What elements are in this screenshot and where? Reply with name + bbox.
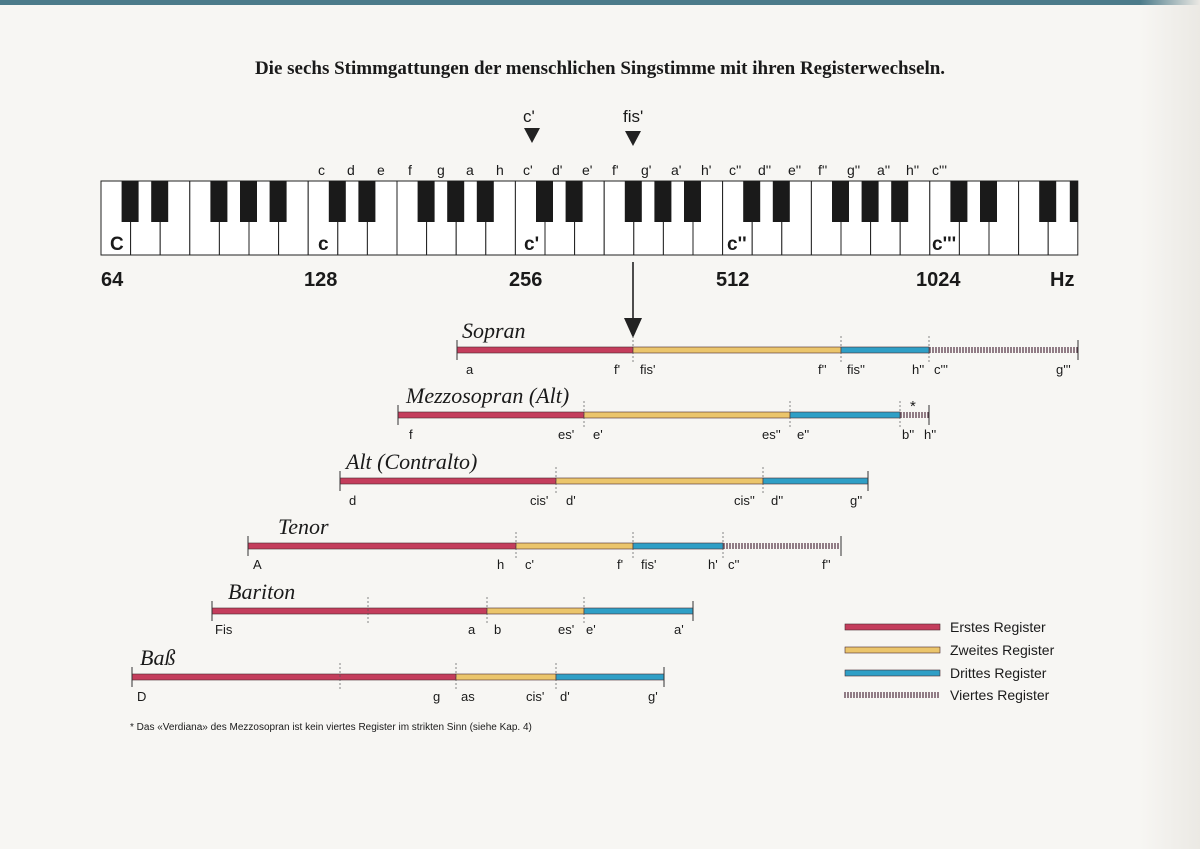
note-label: a <box>466 362 474 377</box>
register-segment-drittes <box>633 543 723 549</box>
black-key <box>270 181 287 222</box>
note-label: cis'' <box>734 493 755 508</box>
note-label: h' <box>708 557 718 572</box>
note-name: h'' <box>906 162 920 178</box>
note-name: d <box>347 162 355 178</box>
register-segment-drittes <box>584 608 693 614</box>
voice-name-bass: Baß <box>140 645 176 670</box>
voice-name-bariton: Bariton <box>228 579 296 604</box>
footnote-star: * <box>910 398 916 415</box>
note-name: d'' <box>758 162 772 178</box>
register-segment-drittes <box>556 674 664 680</box>
voice-name-alt: Alt (Contralto) <box>346 449 478 474</box>
black-key <box>862 181 879 222</box>
hz-label-64: 64 <box>101 269 124 291</box>
note-label: d' <box>560 689 570 704</box>
note-label: c' <box>525 557 534 572</box>
note-label: f' <box>614 362 621 377</box>
note-name: h <box>496 162 504 178</box>
key-label-c: c <box>318 234 329 255</box>
note-label: f <box>409 427 413 442</box>
note-label: b <box>494 622 502 637</box>
note-label: cis' <box>530 493 549 508</box>
note-name: c' <box>523 162 533 178</box>
register-segment-zweites <box>633 347 841 353</box>
note-label: a <box>468 622 476 637</box>
black-key <box>773 181 790 222</box>
note-name: a'' <box>877 162 891 178</box>
note-label: c'' <box>728 557 740 572</box>
key-label-c1: c' <box>524 234 540 255</box>
note-label: a' <box>674 622 684 637</box>
note-label: cis' <box>526 689 545 704</box>
note-label: Fis <box>215 622 233 637</box>
voice-name-mezzosopran: Mezzosopran (Alt) <box>406 383 570 408</box>
note-label: d' <box>566 493 576 508</box>
voice-bar-row <box>132 663 664 691</box>
hz-label-512: 512 <box>716 269 750 291</box>
note-label: fis' <box>640 362 656 377</box>
note-label: f'' <box>822 557 831 572</box>
footnote: * Das «Verdiana» des Mezzosopran ist kein viertes Register im strikten Sinn (siehe Kap. 4) <box>130 722 532 733</box>
black-key <box>566 181 583 222</box>
register-segment-erstes <box>132 674 456 680</box>
note-name: f' <box>612 162 619 178</box>
marker-label-fis1: fis' <box>623 107 644 126</box>
note-label: e' <box>586 622 596 637</box>
note-label: g''' <box>1056 362 1071 377</box>
black-key <box>980 181 997 222</box>
voice-name-sopran: Sopran <box>462 318 526 343</box>
note-name: d' <box>552 162 563 178</box>
key-label-c2: c'' <box>727 234 747 255</box>
legend-swatch-drittes <box>845 670 940 676</box>
register-segment-erstes <box>457 347 633 353</box>
note-name: e' <box>582 162 593 178</box>
note-label: d <box>349 493 357 508</box>
note-name: c <box>318 162 325 178</box>
marker-label-c1: c' <box>523 107 535 126</box>
legend-label-erstes: Erstes Register <box>950 619 1046 635</box>
legend-swatch-zweites <box>845 647 940 653</box>
key-label-C: C <box>110 234 124 255</box>
voice-bar-row <box>248 532 841 560</box>
note-name: h' <box>701 162 712 178</box>
diagram-title: Die sechs Stimmgattungen der menschlichen Singstimme mit ihren Registerwechseln. <box>254 58 946 79</box>
black-key <box>240 181 257 222</box>
register-segment-erstes <box>212 608 487 614</box>
register-segment-erstes <box>340 478 556 484</box>
legend-label-viertes: Viertes Register <box>950 687 1050 703</box>
hz-unit-label: Hz <box>1050 269 1075 291</box>
black-key <box>1070 181 1078 222</box>
note-label: e'' <box>797 427 810 442</box>
note-label: es' <box>558 427 575 442</box>
note-label: c''' <box>934 362 948 377</box>
note-name: a <box>466 162 474 178</box>
register-segment-zweites <box>487 608 584 614</box>
register-bars <box>132 336 1078 691</box>
note-label: g' <box>648 689 658 704</box>
register-segment-erstes <box>248 543 516 549</box>
note-label: b'' <box>902 427 915 442</box>
note-label: f'' <box>818 362 827 377</box>
register-segment-zweites <box>584 412 790 418</box>
black-key <box>210 181 227 222</box>
black-key <box>447 181 464 222</box>
note-label: e' <box>593 427 603 442</box>
legend-label-zweites: Zweites Register <box>950 642 1055 658</box>
register-segment-zweites <box>456 674 556 680</box>
fis1-down-arrow-icon <box>624 262 642 338</box>
note-name: g'' <box>847 162 861 178</box>
hz-label-256: 256 <box>509 269 543 291</box>
note-name: f'' <box>818 162 828 178</box>
register-segment-zweites <box>516 543 633 549</box>
hz-label-1024: 1024 <box>916 269 961 291</box>
note-label: f' <box>617 557 624 572</box>
legend-label-drittes: Drittes Register <box>950 665 1047 681</box>
black-key <box>122 181 139 222</box>
note-name: g' <box>641 162 652 178</box>
note-name: g <box>437 162 445 178</box>
black-key <box>418 181 435 222</box>
note-label: D <box>137 689 147 704</box>
note-label: d'' <box>771 493 784 508</box>
black-key <box>654 181 671 222</box>
register-segment-zweites <box>556 478 763 484</box>
note-name: c'' <box>729 162 742 178</box>
legend-swatch-erstes <box>845 624 940 630</box>
note-label: as <box>461 689 475 704</box>
black-key <box>536 181 553 222</box>
note-name: e <box>377 162 385 178</box>
note-label: fis' <box>641 557 657 572</box>
register-segment-drittes <box>763 478 868 484</box>
note-name: f <box>408 162 412 178</box>
legend-swatches <box>845 624 940 698</box>
black-key <box>477 181 494 222</box>
black-key <box>329 181 346 222</box>
note-label: A <box>253 557 262 572</box>
black-key <box>832 181 849 222</box>
black-key <box>743 181 760 222</box>
black-key <box>151 181 168 222</box>
voice-name-tenor: Tenor <box>278 514 329 539</box>
black-key <box>684 181 701 222</box>
note-label: fis'' <box>847 362 865 377</box>
note-label: es' <box>558 622 575 637</box>
black-key <box>625 181 642 222</box>
hz-label-128: 128 <box>304 269 338 291</box>
black-key <box>891 181 908 222</box>
register-segment-drittes <box>841 347 929 353</box>
note-name: c''' <box>932 162 948 178</box>
note-label: g'' <box>850 493 863 508</box>
note-label: g <box>433 689 441 704</box>
black-key <box>358 181 375 222</box>
key-label-c3: c''' <box>932 234 957 255</box>
register-segment-drittes <box>790 412 900 418</box>
note-label: h'' <box>912 362 925 377</box>
voice-bar-row <box>457 336 1078 364</box>
note-label: h'' <box>924 427 937 442</box>
note-label: h <box>497 557 505 572</box>
note-name: a' <box>671 162 682 178</box>
note-label: es'' <box>762 427 781 442</box>
black-key <box>1039 181 1056 222</box>
note-name: e'' <box>788 162 802 178</box>
black-key <box>950 181 967 222</box>
register-segment-erstes <box>398 412 584 418</box>
